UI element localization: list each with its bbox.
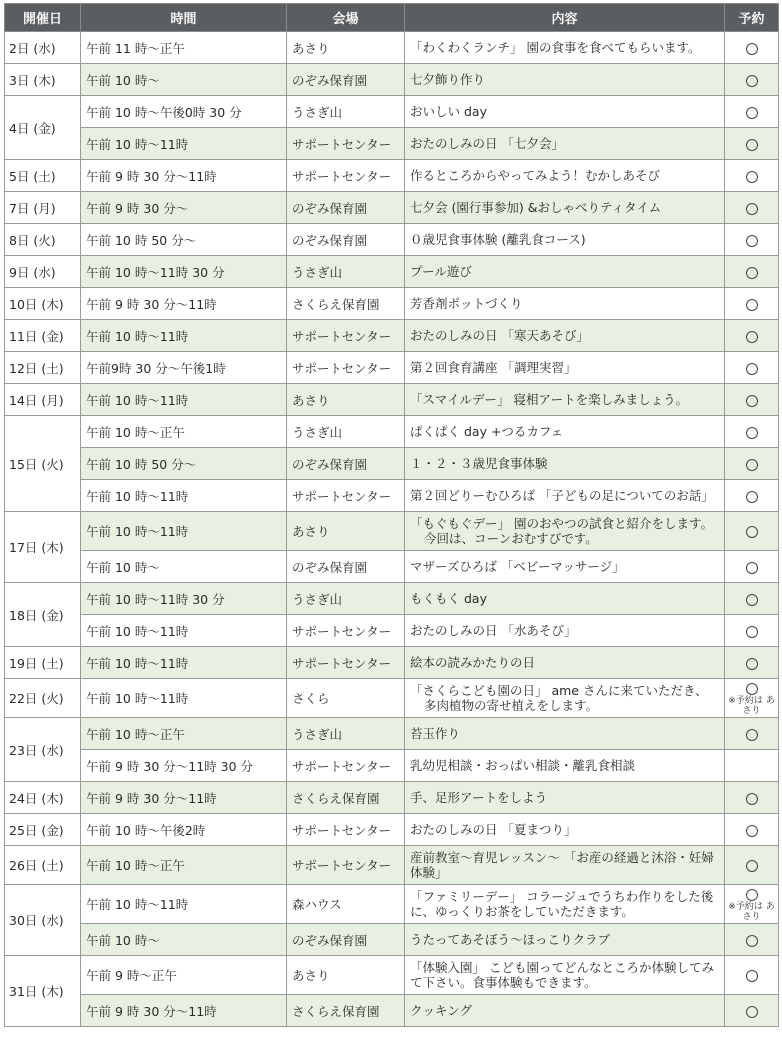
reserve-note: ※予約は あさり	[728, 901, 775, 922]
date-cell: 19日 (土)	[5, 647, 81, 679]
reserve-cell	[725, 782, 779, 814]
content-text-line2: 今回は、コーンおむすびです。	[424, 531, 598, 546]
reserve-cell	[725, 647, 779, 679]
reserve-cell	[725, 551, 779, 583]
date-cell: 24日 (木)	[5, 782, 81, 814]
content-text: おたのしみの日 「寒天あそび」	[410, 328, 589, 343]
content-text: クッキング	[410, 1003, 473, 1018]
content-cell	[405, 750, 725, 782]
table-row	[5, 846, 779, 885]
venue-cell: のぞみ保育園	[287, 192, 405, 224]
table-row	[5, 128, 779, 160]
date-cell: 14日 (月)	[5, 384, 81, 416]
reservation-required-icon	[746, 235, 758, 247]
reserve-cell	[725, 128, 779, 160]
table-row	[5, 583, 779, 615]
reserve-cell	[725, 885, 779, 924]
time-cell: 午前 9 時 30 分〜	[81, 192, 287, 224]
content-text: 作るところからやってみよう！むかしあそび	[410, 168, 661, 183]
venue-cell: サポートセンター	[287, 160, 405, 192]
table-row	[5, 782, 779, 814]
table-row	[5, 924, 779, 956]
reserve-cell	[725, 320, 779, 352]
content-text: もくもく day	[410, 591, 487, 606]
content-cell	[405, 583, 725, 615]
venue-cell: さくら	[287, 679, 405, 718]
venue-cell: のぞみ保育園	[287, 448, 405, 480]
time-cell: 午前 9 時〜正午	[81, 956, 287, 995]
reserve-cell	[725, 480, 779, 512]
reserve-cell	[725, 718, 779, 750]
reservation-required-icon	[746, 562, 758, 574]
time-cell: 午前 10 時〜	[81, 551, 287, 583]
content-cell	[405, 224, 725, 256]
table-row	[5, 647, 779, 679]
reservation-required-icon	[746, 395, 758, 407]
date-cell: 11日 (金)	[5, 320, 81, 352]
table-row	[5, 416, 779, 448]
reserve-cell	[725, 64, 779, 96]
header-venue: 会場	[287, 4, 405, 32]
table-row	[5, 551, 779, 583]
reservation-required-icon	[746, 171, 758, 183]
content-text: 「ファミリーデー」 コラージュでうちわ作りをした後に、ゆっくりお茶をしていただきます。	[410, 889, 714, 919]
table-row	[5, 32, 779, 64]
content-text: 「体験入園」 こども園ってどんなところか体験してみて下さい。食事体験もできます。	[410, 960, 714, 990]
content-cell	[405, 782, 725, 814]
reserve-cell	[725, 583, 779, 615]
schedule-sheet	[4, 3, 778, 1027]
reservation-required-icon	[746, 363, 758, 375]
content-text: 「さくらこども園の日」 ame さんに来ていただき、	[410, 683, 708, 698]
date-cell: 3日 (木)	[5, 64, 81, 96]
table-row	[5, 96, 779, 128]
header-time: 時間	[81, 4, 287, 32]
venue-cell: サポートセンター	[287, 647, 405, 679]
content-cell	[405, 160, 725, 192]
venue-cell: うさぎ山	[287, 583, 405, 615]
event-schedule-table	[4, 3, 779, 1027]
content-cell	[405, 32, 725, 64]
date-cell: 12日 (土)	[5, 352, 81, 384]
reservation-required-icon	[746, 1006, 758, 1018]
time-cell: 午前 11 時〜正午	[81, 32, 287, 64]
venue-cell: サポートセンター	[287, 320, 405, 352]
venue-cell: サポートセンター	[287, 750, 405, 782]
content-cell	[405, 64, 725, 96]
time-cell: 午前 10 時〜11時	[81, 320, 287, 352]
reserve-cell	[725, 352, 779, 384]
venue-cell: のぞみ保育園	[287, 551, 405, 583]
content-text: マザーズひろば 「ベビーマッサージ」	[410, 559, 625, 574]
date-cell: 7日 (月)	[5, 192, 81, 224]
time-cell: 午前 9 時 30 分〜11時	[81, 288, 287, 320]
reserve-cell	[725, 512, 779, 551]
date-cell: 5日 (土)	[5, 160, 81, 192]
venue-cell: サポートセンター	[287, 814, 405, 846]
reservation-required-icon	[746, 491, 758, 503]
table-row	[5, 512, 779, 551]
content-text: 第２回どりーむひろば 「子どもの足についてのお話」	[410, 488, 714, 503]
venue-cell: サポートセンター	[287, 846, 405, 885]
content-cell	[405, 480, 725, 512]
table-row	[5, 64, 779, 96]
reserve-cell	[725, 256, 779, 288]
content-cell	[405, 384, 725, 416]
table-row	[5, 995, 779, 1027]
reservation-required-icon	[746, 935, 758, 947]
reserve-cell	[725, 224, 779, 256]
venue-cell: うさぎ山	[287, 96, 405, 128]
content-text: おたのしみの日 「七夕会」	[410, 136, 564, 151]
date-cell: 18日 (金)	[5, 583, 81, 647]
reservation-required-icon	[746, 658, 758, 670]
venue-cell: サポートセンター	[287, 128, 405, 160]
time-cell: 午前 10 時〜午後2時	[81, 814, 287, 846]
content-cell	[405, 679, 725, 718]
time-cell: 午前 10 時〜11時	[81, 615, 287, 647]
content-text: 手、足形アートをしよう	[410, 790, 548, 805]
time-cell: 午前 10 時〜11時 30 分	[81, 583, 287, 615]
content-text: 絵本の読みかたりの日	[410, 655, 536, 670]
table-row	[5, 615, 779, 647]
content-text: １・２・３歳児食事体験	[410, 456, 548, 471]
venue-cell: あさり	[287, 512, 405, 551]
date-cell: 4日 (金)	[5, 96, 81, 160]
content-cell	[405, 512, 725, 551]
reserve-cell	[725, 288, 779, 320]
time-cell: 午前 10 時〜11時	[81, 647, 287, 679]
content-text: 「わくわくランチ」 園の食事を食べてもらいます。	[410, 40, 701, 55]
venue-cell: サポートセンター	[287, 480, 405, 512]
date-cell: 2日 (水)	[5, 32, 81, 64]
reserve-cell	[725, 384, 779, 416]
content-cell	[405, 288, 725, 320]
table-row	[5, 224, 779, 256]
table-row	[5, 750, 779, 782]
reserve-cell	[725, 679, 779, 718]
content-cell	[405, 885, 725, 924]
content-cell	[405, 551, 725, 583]
date-cell: 9日 (水)	[5, 256, 81, 288]
time-cell: 午前 10 時〜11時	[81, 128, 287, 160]
content-cell	[405, 320, 725, 352]
content-text: ０歳児食事体験 (離乳食コース)	[410, 232, 586, 247]
reservation-required-icon	[746, 594, 758, 606]
time-cell: 午前 10 時〜午後0時 30 分	[81, 96, 287, 128]
reserve-cell	[725, 160, 779, 192]
date-cell: 31日 (木)	[5, 956, 81, 1027]
date-cell: 10日 (木)	[5, 288, 81, 320]
reservation-required-icon	[746, 526, 758, 538]
venue-cell: のぞみ保育園	[287, 924, 405, 956]
date-cell: 22日 (火)	[5, 679, 81, 718]
content-text: ぱくぱく day +つるカフェ	[410, 424, 564, 439]
table-row	[5, 320, 779, 352]
content-text-line2: 多肉植物の寄せ植えをします。	[424, 698, 599, 713]
content-text: 芳香剤ポットづくり	[410, 296, 523, 311]
reserve-cell	[725, 750, 779, 782]
table-row	[5, 256, 779, 288]
time-cell: 午前 10 時〜正午	[81, 846, 287, 885]
reservation-required-icon	[746, 683, 758, 695]
time-cell: 午前 10 時〜11時	[81, 885, 287, 924]
venue-cell: さくらえ保育園	[287, 288, 405, 320]
content-cell	[405, 956, 725, 995]
header-reserve: 予約	[725, 4, 779, 32]
table-header-row	[5, 4, 779, 32]
reserve-cell	[725, 32, 779, 64]
content-text: 乳幼児相談・おっぱい相談・離乳食相談	[410, 758, 636, 773]
reserve-cell	[725, 995, 779, 1027]
table-row	[5, 160, 779, 192]
reserve-note: ※予約は あさり	[728, 695, 775, 716]
content-text: おたのしみの日 「水あそび」	[410, 623, 577, 638]
content-cell	[405, 924, 725, 956]
reserve-cell	[725, 615, 779, 647]
content-text: 苔玉作り	[410, 726, 461, 741]
time-cell: 午前 10 時〜11時	[81, 679, 287, 718]
table-row	[5, 384, 779, 416]
venue-cell: サポートセンター	[287, 352, 405, 384]
content-cell	[405, 352, 725, 384]
table-row	[5, 288, 779, 320]
venue-cell: うさぎ山	[287, 718, 405, 750]
date-cell: 26日 (土)	[5, 846, 81, 885]
content-cell	[405, 96, 725, 128]
reservation-required-icon	[746, 825, 758, 837]
table-row	[5, 718, 779, 750]
content-text: 第２回食育講座 「調理実習」	[410, 360, 577, 375]
venue-cell: あさり	[287, 32, 405, 64]
content-cell	[405, 647, 725, 679]
table-row	[5, 192, 779, 224]
reservation-required-icon	[746, 626, 758, 638]
time-cell: 午前 10 時 50 分〜	[81, 224, 287, 256]
venue-cell: サポートセンター	[287, 615, 405, 647]
table-row	[5, 885, 779, 924]
date-cell: 30日 (水)	[5, 885, 81, 956]
table-row	[5, 679, 779, 718]
time-cell: 午前 10 時〜11時	[81, 384, 287, 416]
date-cell: 23日 (水)	[5, 718, 81, 782]
venue-cell: あさり	[287, 956, 405, 995]
reserve-cell	[725, 814, 779, 846]
content-text: おいしい day	[410, 104, 487, 119]
content-cell	[405, 718, 725, 750]
content-text: プール遊び	[410, 264, 472, 279]
reserve-cell	[725, 96, 779, 128]
date-cell: 17日 (木)	[5, 512, 81, 583]
time-cell: 午前9時 30 分〜午後1時	[81, 352, 287, 384]
content-cell	[405, 615, 725, 647]
table-row	[5, 956, 779, 995]
time-cell: 午前 9 時 30 分〜11時	[81, 160, 287, 192]
schedule-body	[5, 32, 779, 1027]
reservation-required-icon	[746, 459, 758, 471]
venue-cell: うさぎ山	[287, 256, 405, 288]
reservation-required-icon	[746, 107, 758, 119]
content-text: 「もぐもぐデー」 園のおやつの試食と紹介をします。	[410, 516, 713, 531]
reservation-required-icon	[746, 793, 758, 805]
time-cell: 午前 10 時〜	[81, 924, 287, 956]
content-cell	[405, 416, 725, 448]
time-cell: 午前 10 時〜	[81, 64, 287, 96]
time-cell: 午前 9 時 30 分〜11時	[81, 782, 287, 814]
reservation-required-icon	[746, 729, 758, 741]
time-cell: 午前 10 時〜正午	[81, 718, 287, 750]
date-cell: 8日 (火)	[5, 224, 81, 256]
reserve-cell	[725, 416, 779, 448]
table-row	[5, 480, 779, 512]
reservation-required-icon	[746, 427, 758, 439]
table-row	[5, 814, 779, 846]
content-text: 七夕会 (園行事参加) &おしゃべりティタイム	[410, 200, 662, 215]
date-cell: 25日 (金)	[5, 814, 81, 846]
reserve-cell	[725, 192, 779, 224]
content-text: 「スマイルデー」 寝相アートを楽しみましょう。	[410, 392, 689, 407]
content-cell	[405, 192, 725, 224]
content-cell	[405, 256, 725, 288]
reserve-cell	[725, 924, 779, 956]
content-cell	[405, 448, 725, 480]
time-cell: 午前 10 時〜11時	[81, 512, 287, 551]
content-text: 産前教室〜育児レッスン〜 「お産の経過と沐浴・妊婦体験」	[410, 850, 714, 880]
reservation-required-icon	[746, 970, 758, 982]
content-cell	[405, 846, 725, 885]
time-cell: 午前 9 時 30 分〜11時	[81, 995, 287, 1027]
reserve-cell	[725, 846, 779, 885]
time-cell: 午前 10 時〜正午	[81, 416, 287, 448]
content-text: 七夕飾り作り	[410, 72, 486, 87]
header-date: 開催日	[5, 4, 81, 32]
reservation-required-icon	[746, 43, 758, 55]
reservation-required-icon	[746, 860, 758, 872]
venue-cell: 森ハウス	[287, 885, 405, 924]
reservation-required-icon	[746, 331, 758, 343]
venue-cell: のぞみ保育園	[287, 64, 405, 96]
venue-cell: うさぎ山	[287, 416, 405, 448]
time-cell: 午前 10 時 50 分〜	[81, 448, 287, 480]
content-cell	[405, 995, 725, 1027]
content-cell	[405, 128, 725, 160]
reservation-required-icon	[746, 889, 758, 901]
table-row	[5, 352, 779, 384]
reservation-required-icon	[746, 75, 758, 87]
venue-cell: さくらえ保育園	[287, 995, 405, 1027]
time-cell: 午前 10 時〜11時 30 分	[81, 256, 287, 288]
header-content: 内容	[405, 4, 725, 32]
content-cell	[405, 814, 725, 846]
content-text: うたってあそぼう〜ほっこりクラブ	[410, 932, 611, 947]
time-cell: 午前 10 時〜11時	[81, 480, 287, 512]
reservation-required-icon	[746, 139, 758, 151]
reservation-required-icon	[746, 267, 758, 279]
reserve-cell	[725, 448, 779, 480]
reservation-required-icon	[746, 299, 758, 311]
venue-cell: あさり	[287, 384, 405, 416]
venue-cell: のぞみ保育園	[287, 224, 405, 256]
time-cell: 午前 9 時 30 分〜11時 30 分	[81, 750, 287, 782]
reserve-cell	[725, 956, 779, 995]
table-row	[5, 448, 779, 480]
venue-cell: さくらえ保育園	[287, 782, 405, 814]
date-cell: 15日 (火)	[5, 416, 81, 512]
reservation-required-icon	[746, 203, 758, 215]
content-text: おたのしみの日 「夏まつり」	[410, 822, 577, 837]
